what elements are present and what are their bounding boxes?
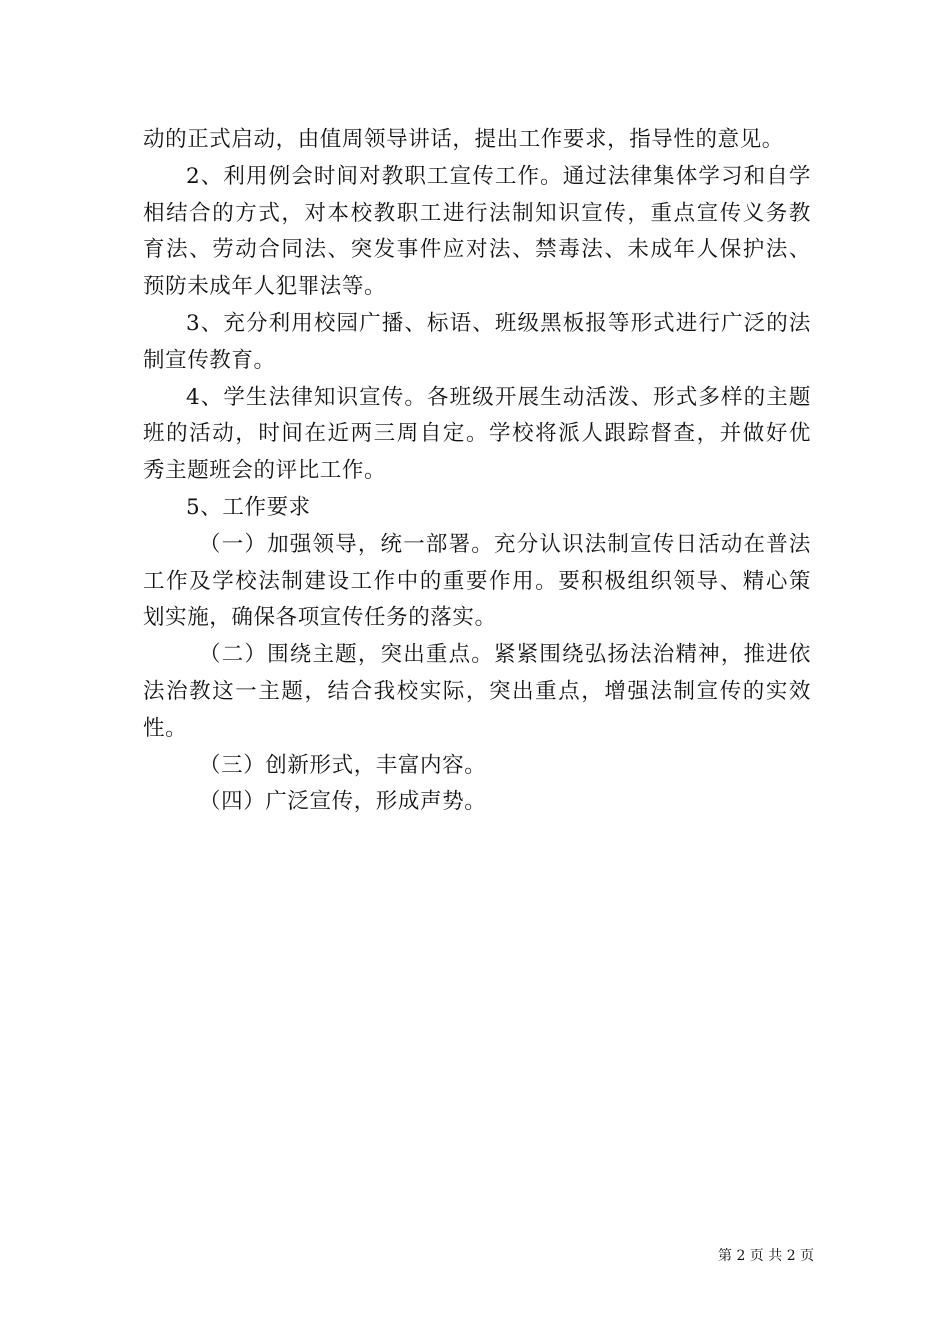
text-line: 秀主题班会的评比工作。 (143, 458, 387, 484)
paragraph-sub-3: （三）创新形式，丰富内容。 (199, 752, 487, 778)
text-line: 相结合的方式，对本校教职工进行法制知识宣传，重点宣传义务教 (143, 200, 811, 226)
text-line: 班的活动，时间在近两三周自定。学校将派人跟踪督查，并做好优 (143, 421, 811, 447)
text-line: 预防未成年人犯罪法等。 (143, 274, 387, 300)
document-body (143, 122, 811, 821)
paragraph-sub-1-start: （一）加强领导，统一部署。充分认识法制宣传日活动在普法 (199, 531, 811, 557)
paragraph-sub-2-start: （二）围绕主题，突出重点。紧紧围绕弘扬法治精神，推进依 (199, 642, 811, 668)
text-line: 育法、劳动合同法、突发事件应对法、禁毒法、未成年人保护法、 (143, 237, 811, 263)
section-heading-work-requirements: 5、工作要求 (186, 494, 311, 520)
text-line: 法治教这一主题，结合我校实际，突出重点，增强法制宣传的实效 (143, 678, 811, 704)
paragraph-item-4-start: 4、学生法律知识宣传。各班级开展生动活泼、形式多样的主题 (186, 384, 811, 410)
text-line: 动的正式启动，由值周领导讲话，提出工作要求，指导性的意见。 (143, 127, 784, 152)
text-line: 制宣传教育。 (143, 347, 276, 373)
paragraph-item-2-start: 2、利用例会时间对教职工宣传工作。通过法律集体学习和自学 (186, 163, 811, 189)
text-line: 划实施，确保各项宣传任务的落实。 (143, 605, 497, 631)
page-number-footer: 第 2 页 共 2 页 (718, 1248, 815, 1264)
text-line: 工作及学校法制建设工作中的重要作用。要积极组织领导、精心策 (143, 568, 811, 594)
paragraph-sub-4: （四）广泛宣传，形成声势。 (199, 789, 487, 815)
text-line: 性。 (143, 715, 188, 741)
paragraph-item-3-start: 3、充分利用校园广播、标语、班级黑板报等形式进行广泛的法 (186, 310, 811, 336)
